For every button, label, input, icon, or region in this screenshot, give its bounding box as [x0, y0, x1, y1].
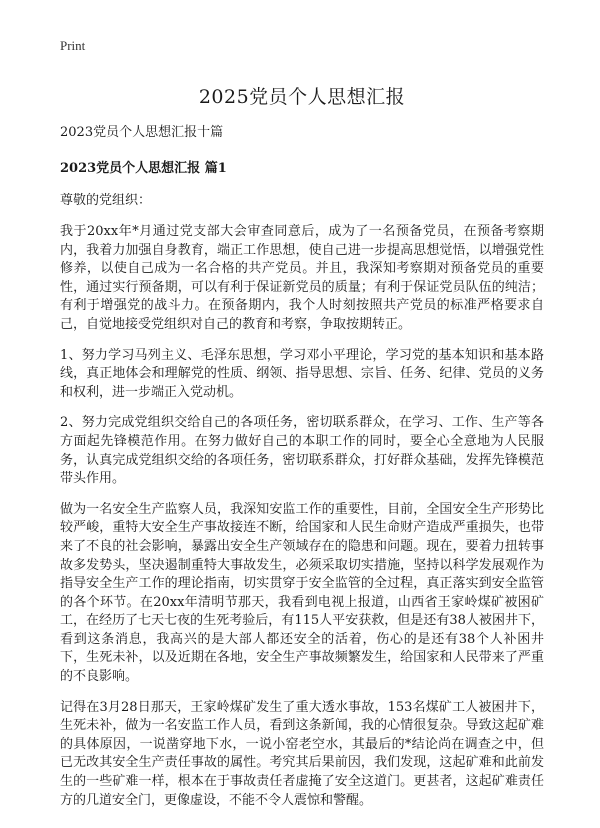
section-heading: 2023党员个人思想汇报 篇1: [60, 161, 227, 176]
paragraph-safety-role: 做为一名安全生产监察人员，我深知安监工作的重要性，目前，全国安全生产形势比较严峻，重特大安全生产事故接连不断，给国家和人民生命财产造成严重损失，也带来了不良的社会影响，暴露出安全生产领域存在的隐患和问题。现在，要着力扭转事故多发势头，坚决遏制重特大事故发生，必须采取切实措施，坚持以科学发展观作为指导安全生产工作的理论指南，切实贯穿于安全监管的全过程，真正落实到安全监管的各个环节。在20xx年清明节那天，我看到电视上报道，山西省王家岭煤矿被困矿工，在经历了七天七夜的生死考验后，有115人平安获救，但是还有38人被困井下，看到这条消息，我高兴的是大部人都还安全的活着，伤心的是还有38个人补困井下，生死未补，以及近期在各地，安全生产事故频繁发生，给国家和人民带来了严重的不良影响。: [60, 501, 544, 685]
print-link[interactable]: Print: [60, 38, 86, 53]
page-title: 2025党员个人思想汇报: [198, 86, 406, 108]
paragraph-mine-accident: 记得在3月28日那天，王家岭煤矿发生了重大透水事故，153名煤矿工人被困井下，生死未补，做为一名安监工作人员，看到这条新闻，我的心情很复杂。导致这起矿难的具体原因，一说凿穿地下水，一说小窑老空水，其最后的*结论尚在调查之中，但已无改其安全生产责任事故的属性。考究其后果前因，我们发现，这起矿难和此前发生的一些矿难一样，根本在于事故责任者虚掩了安全这道门。更甚者，这起矿难责任方的几道安全门，更像虚设，不能不令人震惊和警醒。: [60, 699, 544, 808]
paragraph-point-2: 2、努力完成党组织交给自己的各项任务，密切联系群众，在学习、工作、生产等各方面起先锋模范作用。在努力做好自己的本职工作的同时，要全心全意地为人民服务，认真完成党组织交给的各项任务，密切联系群众，打好群众基础，发挥先锋模范带头作用。: [60, 415, 544, 487]
document-subtitle: 2023党员个人思想汇报十篇: [60, 125, 224, 140]
salutation: 尊敬的党组织：: [60, 193, 152, 208]
paragraph-point-1: 1、努力学习马列主义、毛泽东思想，学习邓小平理论，学习党的基本知识和基本路线，真正地体会和理解党的性质、纲领、指导思想、宗旨、任务、纪律、党员的义务和权利，进一步端正入党动机。: [60, 347, 544, 400]
paragraph-intro: 我于20xx年*月通过党支部大会审查同意后，成为了一名预备党员，在预备考察期内，我着力加强自身教育，端正工作思想，使自己进一步提高思想觉悟，以增强党性修养，以使自己成为一名合格的共产党员。并且，我深知考察期对预备党员的重要性，通过实行预备期，可以有利于保证新党员的质量；有利于保证党员队伍的纯洁；有利于增强党的战斗力。在预备期内，我个人时刻按照共产党员的标准严格要求自己，自觉地接受党组织对自己的教育和考察，争取按期转正。: [60, 224, 544, 332]
